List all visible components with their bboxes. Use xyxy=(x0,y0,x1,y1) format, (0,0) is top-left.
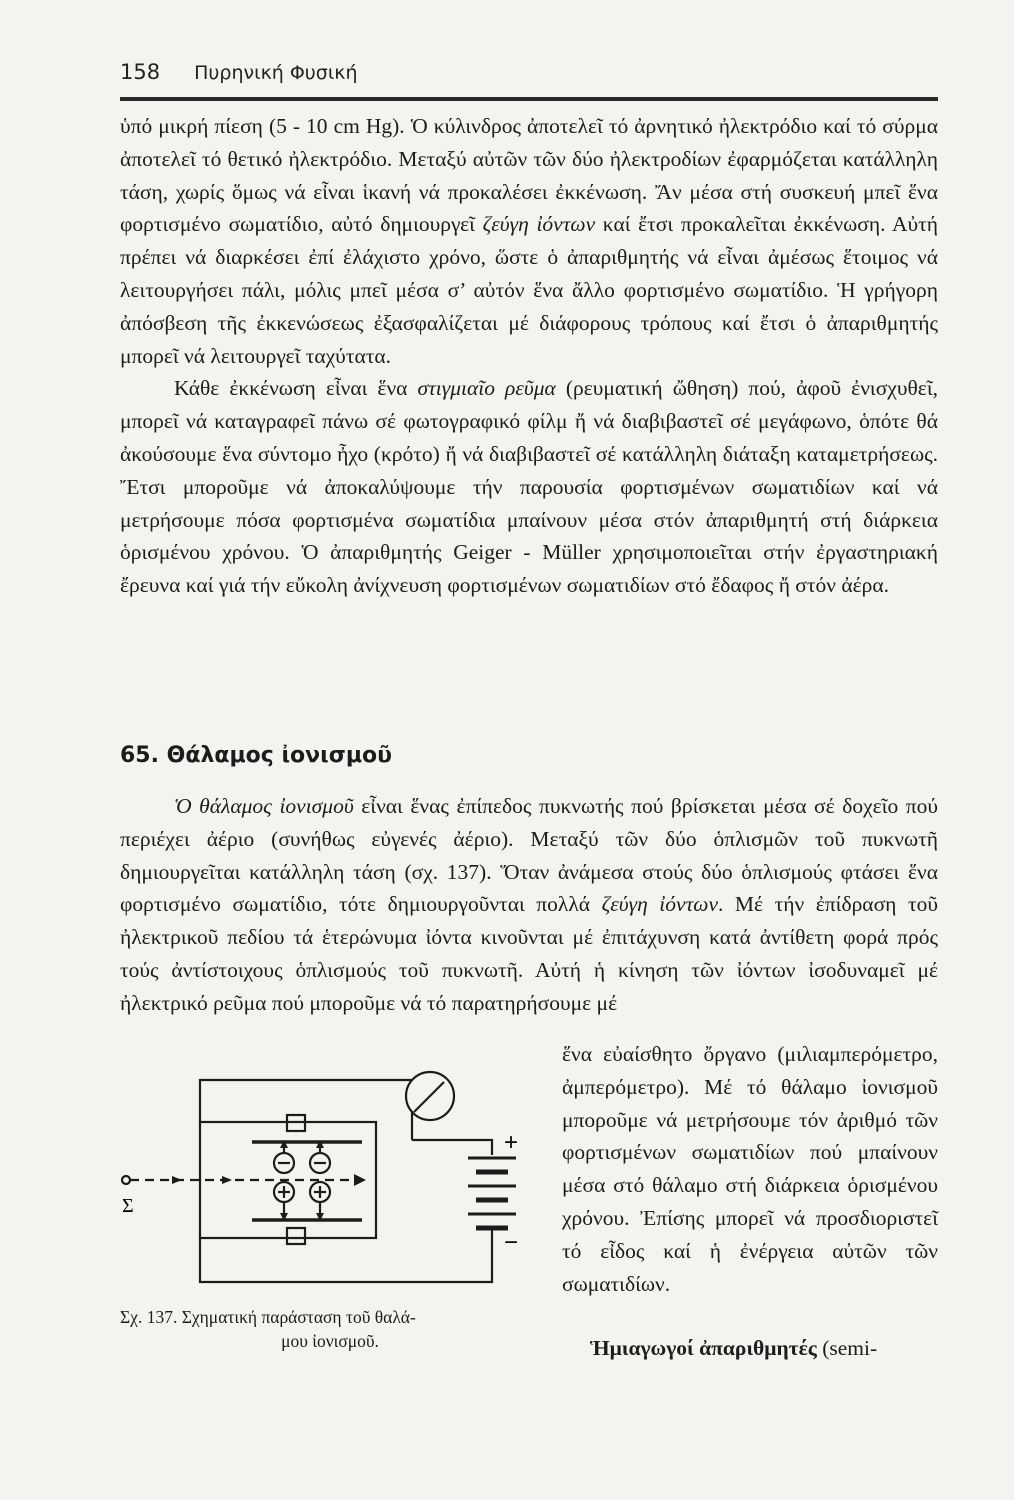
section-title: 65. Θάλαμος ἰονισμοῦ xyxy=(120,743,393,768)
p3-italic: Ὁ θάλαμος ἰονισμοῦ xyxy=(174,794,354,818)
p2-text-a: Κάθε ἐκκένωση εἶναι ἕνα xyxy=(174,376,418,401)
last-line-rest: (semi- xyxy=(816,1336,878,1360)
p3-text-b: . Μέ τήν ἐπίδραση τοῦ ἠλεκτρικοῦ πεδίου τά ἑτερώνυμα ἰόντα κινοῦνται μέ ἐπιτάχυνση κατά ἀντίθετη φορά πρός τούς ἀντίστοιχους ὁπλισμούς τοῦ πυκνωτῆ. Αὐτή ἡ κίνηση τῶν ἰόντων ἰσοδυναμεῖ μέ ἠλεκτρικό ρεῦμα πού μποροῦμε νά τό παρατηρήσουμε μέ xyxy=(120,892,938,1015)
header-rule xyxy=(120,97,938,101)
paragraph-2 xyxy=(120,372,938,602)
semiconductor-heading: Ἡμιαγωγοί ἀπαριθμητές xyxy=(590,1336,817,1360)
circuit-wire-right xyxy=(412,1140,492,1155)
p1-text-b: καί ἔτσι προκαλεῖται ἐκκένωση. Αὐτή πρέπει νά διαρκέσει ἐπί ἐλάχιστο χρόνο, ὥστε ὁ ἀπαριθμητής νά εἶναι ἀμέσως ἕτοιμος νά λειτουργήσει πάλι, μόλις μπεῖ μέσα σ’ αὐτόν ἕνα ἄλλο φορτισμένο σωματίδιο. Ἡ γρήγορη ἀπόσβεση τῆς ἐκκενώσεως ἐξασφαλίζεται μέ διάφορους τρόπους καί ἔτσι ὁ ἀπαριθμητής μπορεῖ νά λειτουργεῖ ταχύτατα. xyxy=(120,212,938,368)
lower-insulator xyxy=(287,1228,305,1244)
page-number: 158 xyxy=(120,60,161,84)
p3-italic-2: ζεύγη ἰόντων xyxy=(601,892,718,917)
particle-source xyxy=(122,1176,130,1184)
minus-label: − xyxy=(504,1229,519,1256)
running-title: Πυρηνική Φυσική xyxy=(194,62,358,84)
path-arrowhead xyxy=(354,1174,366,1186)
ionization-chamber-diagram xyxy=(112,1060,542,1300)
p1-text-a: ὑπό μικρή πίεση (5 - 10 cm Hg). Ὁ κύλινδρος ἀποτελεῖ τό ἀρνητικό ἠλεκτρόδιο καί τό σύρμα ἀποτελεῖ τό θετικό ἠλεκτρόδιο. Μεταξύ αὐτῶν τῶν δύο ἠλεκτροδίων ἐφαρμόζεται κατάλληλη τάση, χωρίς ὅμως νά εἶναι ἱκανή νά προκαλέσει ἐκκένωση. Ἄν μέσα στή συσκευή μπεῖ ἕνα φορτισμένο σωματίδιο, αὐτό δημιουργεῖ xyxy=(120,114,938,237)
plus-label: + xyxy=(504,1129,519,1156)
paragraph-3 xyxy=(120,790,938,1020)
wrapped-text xyxy=(562,1038,938,1300)
p1-italic: ζεύγη ἰόντων xyxy=(482,212,596,237)
caption-line-2: μου ἰονισμοῦ. xyxy=(281,1331,379,1351)
p3-text-a: εἶναι ἕνας ἐπίπεδος πυκνωτής πού βρίσκεται μέσα σέ δοχεῖο πού περιέχει ἀέριο (συνήθως εὐγενές ἀέριο). Μεταξύ τῶν δύο ὁπλισμῶν τοῦ πυκνωτῆ δημιουργεῖται κατάλληλη τάση (σχ. 137). Ὅταν ἀνάμεσα στούς δύο ὁπλισμούς φτάσει ἕνα φορτισμένο σωματίδιο, τότε δημιουργοῦνται πολλά xyxy=(120,794,938,917)
last-line xyxy=(590,1332,938,1364)
p3-wrap-text: ἕνα εὐαίσθητο ὄργανο (μιλιαμπερόμετρο, ἀμπερόμετρο). Μέ τό θάλαμο ἰονισμοῦ μποροῦμε νά μετρήσουμε τόν ἀριθμό τῶν φορτισμένων σωματιδίων πού μπαίνουν μέσα στό θάλαμο στή διάρκεια ὁρισμένου χρόνου. Ἐπίσης μπορεῖ νά προσδιοριστεῖ τό εἶδος καί ἡ ἐνέργεια αὐτῶν τῶν σωματιδίων. xyxy=(562,1042,938,1296)
p2-italic: στιγμιαῖο ρεῦμα xyxy=(417,376,556,401)
p2-text-b: (ρευματική ὤθηση) πού, ἀφοῦ ἐνισχυθεῖ, μπορεῖ νά καταγραφεῖ πάνω σέ φωτογραφικό φίλμ ἤ νά διαβιβαστεῖ σέ μεγάφωνο, ὁπότε θά ἀκούσουμε ἕνα σύντομο ἦχο (κρότο) ἤ νά διαβιβαστεῖ σέ κατάλληλη διάταξη καταμετρήσεως. Ἔτσι μποροῦμε νά ἀποκαλύψουμε τήν παρουσία φορτισμένων σωματιδίων καί νά μετρήσουμε πόσα φορτισμένα σωματίδια μπαίνουν μέσα στόν ἀπαριθμητή στή διάρκεια ὁρισμένου χρόνου. Ὁ ἀπαριθμητής Geiger - Müller χρησιμοποιεῖται στήν ἐργαστηριακή ἔρευνα καί γιά τήν εὔκολη ἀνίχνευση φορτισμένων σωματιδίων στό ἔδαφος ἤ στόν ἀέρα. xyxy=(120,376,938,598)
circuit-wire-bottom xyxy=(200,1238,492,1282)
section-text xyxy=(120,790,938,1020)
sigma-label: Σ xyxy=(122,1195,134,1217)
caption-line-1: Σχ. 137. Σχηματική παράσταση τοῦ θαλά- xyxy=(120,1307,416,1327)
paragraph-1 xyxy=(120,110,938,372)
page-header xyxy=(120,60,358,84)
main-text xyxy=(120,110,938,602)
figure-caption xyxy=(120,1305,540,1353)
